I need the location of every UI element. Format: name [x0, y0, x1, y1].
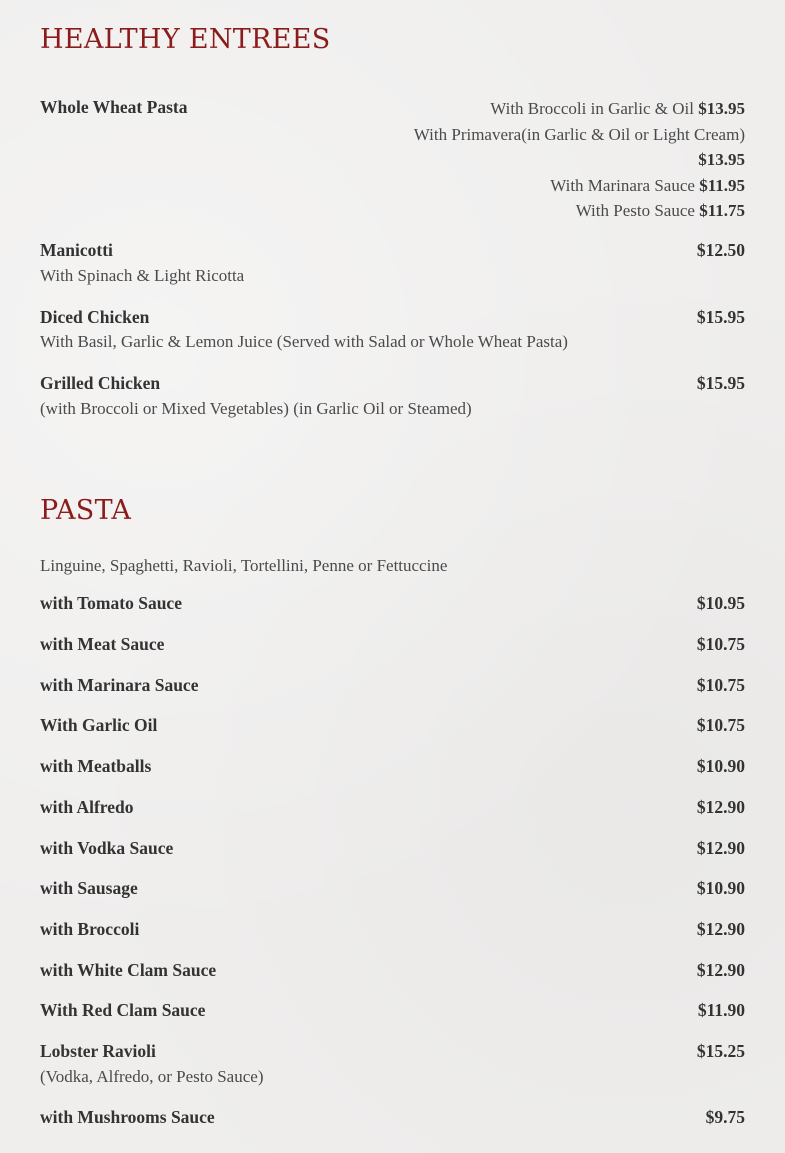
- item-price: $12.50: [696, 240, 745, 260]
- item-price: $10.75: [696, 715, 745, 735]
- option-pesto: [414, 198, 745, 224]
- item-description: With Spinach & Light Ricotta: [40, 266, 245, 285]
- menu-item-meat-sauce: [40, 633, 745, 655]
- item-description: With Basil, Garlic & Lemon Juice (Served with Salad or Whole Wheat Pasta): [40, 332, 568, 351]
- menu-item-marinara-sauce: [40, 674, 745, 696]
- item-price: $12.90: [696, 797, 745, 817]
- item-name: with Meat Sauce: [40, 634, 165, 654]
- item-name: with Sausage: [40, 878, 138, 898]
- menu-item-tomato-sauce: [40, 592, 745, 614]
- option-broccoli: [414, 96, 745, 122]
- item-price: $15.95: [696, 373, 745, 393]
- option-label: With Broccoli in Garlic & Oil: [490, 99, 694, 118]
- menu-item-lobster-ravioli: [40, 1040, 745, 1062]
- pasta-subtitle: Linguine, Spaghetti, Ravioli, Tortellini, Penne or Fettuccine: [40, 556, 448, 575]
- item-name: with Vodka Sauce: [40, 838, 174, 858]
- item-price: $9.75: [705, 1107, 745, 1127]
- menu-item-white-clam-sauce: [40, 959, 745, 981]
- item-name: Grilled Chicken: [40, 373, 161, 393]
- menu-item-meatballs: [40, 755, 745, 777]
- menu-item-garlic-oil: [40, 714, 745, 736]
- item-name: Lobster Ravioli: [40, 1041, 156, 1061]
- menu-item-alfredo: [40, 796, 745, 818]
- section-title-healthy-entrees: HEALTHY ENTREES: [40, 24, 331, 55]
- item-name: with Alfredo: [40, 797, 134, 817]
- menu-item-red-clam-sauce: [40, 999, 745, 1021]
- item-price: $12.90: [696, 960, 745, 980]
- item-price: $15.25: [696, 1041, 745, 1061]
- menu-item-grilled-chicken: [40, 372, 745, 394]
- item-price: $11.90: [697, 1000, 745, 1020]
- option-label: With Pesto Sauce: [575, 201, 695, 221]
- item-description: (Vodka, Alfredo, or Pesto Sauce): [40, 1067, 264, 1086]
- item-price: $10.75: [696, 634, 745, 654]
- item-price: $10.90: [696, 878, 745, 898]
- item-name: with Mushrooms Sauce: [40, 1107, 215, 1127]
- item-name: Diced Chicken: [40, 307, 150, 327]
- option-primavera-label: With Primavera(in Garlic & Oil or Light Cream): [413, 124, 745, 144]
- item-name: with Meatballs: [40, 756, 152, 776]
- section-title-pasta: PASTA: [40, 495, 132, 526]
- option-marinara: [414, 173, 745, 199]
- item-price: $15.95: [696, 307, 745, 327]
- item-price: $10.90: [696, 756, 745, 776]
- menu-item-sausage: [40, 877, 745, 899]
- item-price: $10.95: [696, 593, 745, 613]
- item-price: $12.90: [696, 838, 745, 858]
- option-label: With Marinara Sauce: [550, 175, 695, 195]
- item-price: $10.75: [696, 675, 745, 695]
- option-price: $13.95: [698, 99, 745, 118]
- item-name: With Garlic Oil: [40, 715, 158, 735]
- item-name: with Broccoli: [40, 919, 140, 939]
- item-name: Manicotti: [40, 240, 113, 260]
- menu-item-broccoli: [40, 918, 745, 940]
- menu-item-manicotti: [40, 239, 745, 261]
- menu-item-vodka-sauce: [40, 837, 745, 859]
- option-price: $11.75: [699, 201, 745, 221]
- whole-wheat-pasta-options: [414, 96, 745, 224]
- item-price: $12.90: [696, 919, 745, 939]
- item-description: (with Broccoli or Mixed Vegetables) (in Garlic Oil or Steamed): [40, 399, 472, 418]
- option-primavera-price: $13.95: [698, 150, 745, 170]
- item-name: With Red Clam Sauce: [40, 1000, 206, 1020]
- option-price: $11.95: [699, 175, 745, 195]
- item-name: with White Clam Sauce: [40, 960, 217, 980]
- menu-item-diced-chicken: [40, 306, 745, 328]
- menu-item-mushrooms-sauce: [40, 1106, 745, 1128]
- item-name: Whole Wheat Pasta: [40, 97, 188, 117]
- item-name: with Tomato Sauce: [40, 593, 182, 613]
- item-name: with Marinara Sauce: [40, 675, 199, 695]
